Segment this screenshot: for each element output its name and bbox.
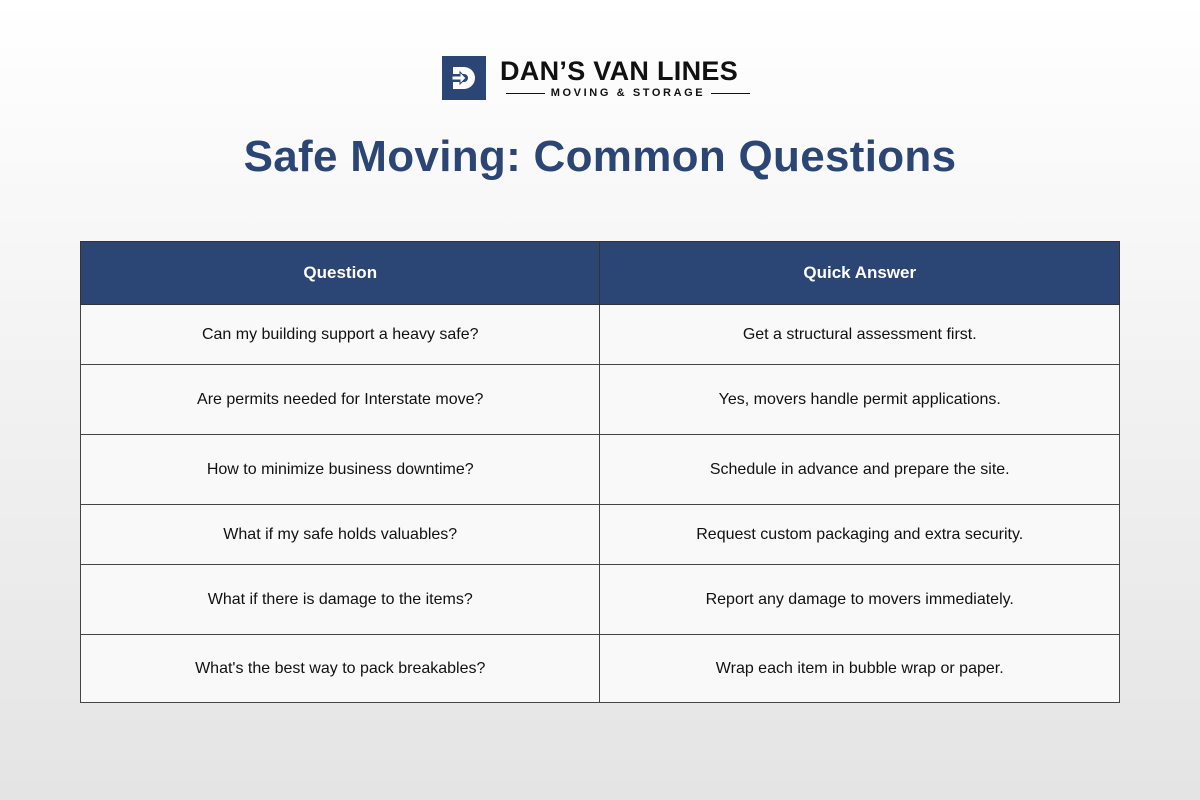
column-header-answer: Quick Answer xyxy=(600,242,1120,305)
faq-table xyxy=(80,241,1120,703)
question-cell: What's the best way to pack breakables? xyxy=(81,635,600,703)
logo xyxy=(442,56,756,100)
answer-cell: Get a structural assessment first. xyxy=(600,305,1120,365)
question-cell: How to minimize business downtime? xyxy=(81,435,600,505)
brand-tagline: MOVING & STORAGE xyxy=(550,87,706,99)
answer-cell: Schedule in advance and prepare the site. xyxy=(600,435,1120,505)
question-cell: Are permits needed for Interstate move? xyxy=(81,365,600,435)
question-cell: What if my safe holds valuables? xyxy=(81,505,600,565)
table-row xyxy=(81,305,1120,365)
table-row xyxy=(81,565,1120,635)
table-row xyxy=(81,505,1120,565)
question-cell: What if there is damage to the items? xyxy=(81,565,600,635)
answer-cell: Report any damage to movers immediately. xyxy=(600,565,1120,635)
page-title: Safe Moving: Common Questions xyxy=(243,132,957,181)
answer-cell: Wrap each item in bubble wrap or paper. xyxy=(600,635,1120,703)
table-row xyxy=(81,435,1120,505)
brand-name: DAN’S VAN LINES xyxy=(500,56,739,86)
logo-d-arrow-icon xyxy=(442,56,486,100)
table-row xyxy=(81,365,1120,435)
answer-cell: Yes, movers handle permit applications. xyxy=(600,365,1120,435)
column-header-question: Question xyxy=(81,242,600,305)
answer-cell: Request custom packaging and extra security. xyxy=(600,505,1120,565)
table-row xyxy=(81,635,1120,703)
question-cell: Can my building support a heavy safe? xyxy=(81,305,600,365)
